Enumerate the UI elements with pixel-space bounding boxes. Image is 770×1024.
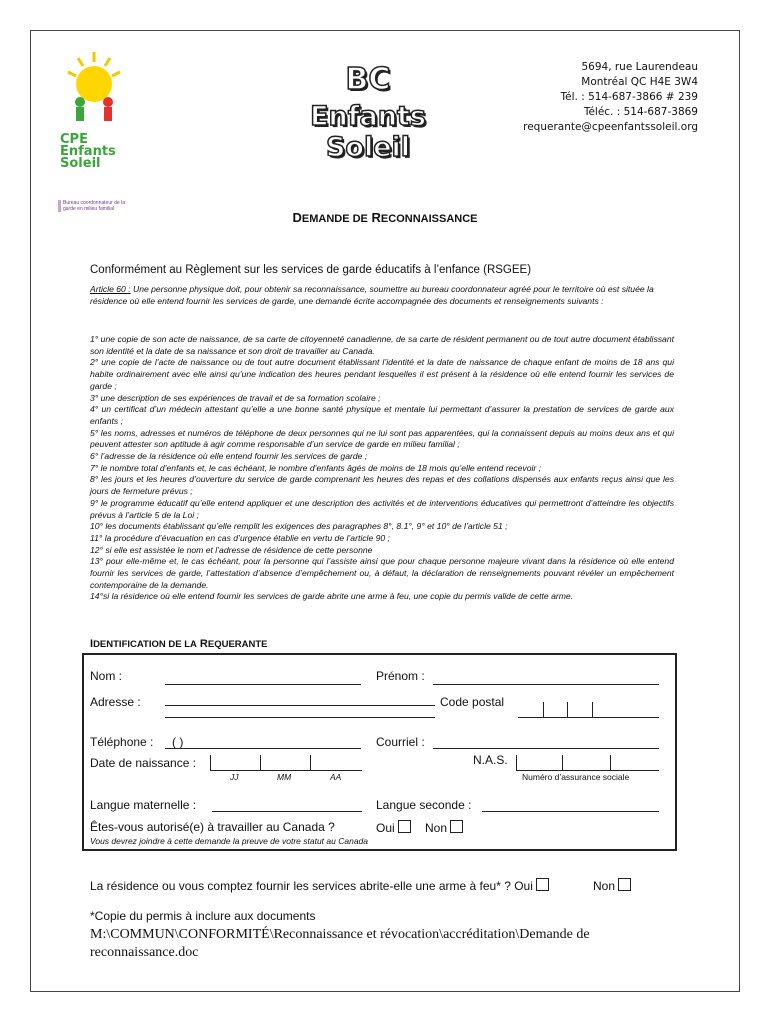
telephone-label: Téléphone :	[90, 735, 154, 749]
nom-field[interactable]	[165, 684, 361, 685]
permit-copy-note: *Copie du permis à inclure aux documents	[90, 909, 316, 923]
autorisation-non	[425, 820, 463, 835]
weapon-non	[593, 878, 631, 893]
code-postal-divider	[592, 702, 593, 717]
telephone-field[interactable]	[165, 748, 361, 749]
logo-line-2: Enfants	[60, 144, 116, 159]
title-initial-2: R	[371, 210, 381, 225]
section-rest-1: DENTIFICATION DE LA	[93, 639, 197, 650]
autorisation-oui	[376, 820, 411, 835]
title-rest-2: ECONNAISSANCE	[380, 213, 478, 225]
weapon-non-checkbox[interactable]	[618, 878, 631, 891]
date-divider	[210, 755, 211, 770]
weapon-question	[90, 878, 549, 893]
section-title-identification	[90, 638, 268, 650]
section-rest-2: EQUERANTE	[207, 639, 268, 650]
adresse-field[interactable]	[165, 705, 435, 706]
oui-label: Oui	[376, 821, 395, 835]
date-naissance-field[interactable]	[210, 770, 362, 771]
list-item: 11° la procédure d’évacuation en cas d’urgence établie en vertu de l’article 90 ;	[90, 532, 390, 543]
prenom-label: Prénom :	[376, 669, 425, 683]
address-fax: Téléc. : 514-687-3869	[583, 106, 698, 118]
date-naissance-label: Date de naissance :	[90, 756, 197, 770]
weapon-non-label: Non	[593, 879, 616, 893]
title-initial-1: D	[292, 210, 302, 225]
logo-line-3: Soleil	[60, 156, 101, 171]
sun-children-icon	[58, 50, 128, 140]
nas-divider	[610, 755, 611, 770]
address-city: Montréal QC H4E 3W4	[581, 76, 698, 88]
list-item: 6° l’adresse de la résidence où elle entend fournir les services de garde ;	[90, 451, 368, 462]
list-item: 3° une description de ses expériences de travail et de sa formation scolaire ;	[90, 392, 381, 403]
list-item: 4° un certificat d’un médecin attestant qu’elle a une bonne santé physique et mentale lui permettant d’assurer la prestation de services de garde aux enfants ;	[90, 404, 674, 426]
langue-seconde-label: Langue seconde :	[376, 798, 472, 812]
list-item: 9° le programme éducatif qu’elle entend appliquer et une description des activités et de interventions éducatives qui permettront d’atteindre les objectifs prévus à l’article 5 de la Loi ;	[90, 497, 674, 520]
article-60	[90, 284, 674, 307]
list-item: 7° le nombre total d’enfants et, le cas échéant, le nombre d’enfants âgés de moins de 18 mois qu’elle entend recevoir ;	[90, 462, 542, 473]
oui-checkbox[interactable]	[398, 820, 411, 833]
code-postal-label: Code postal	[440, 695, 505, 709]
courriel-label: Courriel :	[376, 735, 425, 749]
address-email: requerante@cpeenfantssoleil.org	[523, 121, 698, 133]
date-day-caption: JJ	[230, 772, 239, 782]
address-phone: Tél. : 514-687-3866 # 239	[560, 91, 698, 103]
requirements-list	[90, 334, 674, 603]
article-label: Article 60 :	[90, 284, 131, 294]
code-postal-divider	[567, 702, 568, 717]
logo-line-1: CPE	[60, 132, 88, 147]
nas-divider	[562, 755, 563, 770]
weapon-oui-checkbox[interactable]	[536, 878, 549, 891]
nas-label: N.A.S.	[473, 753, 508, 767]
nas-caption: Numéro d’assurance sociale	[522, 772, 630, 782]
logo-wordmark	[60, 134, 116, 170]
brand-bc: BC	[345, 62, 391, 97]
langue-maternelle-field[interactable]	[212, 811, 362, 812]
langue-maternelle-label: Langue maternelle :	[90, 798, 197, 812]
list-item: 5° les noms, adresses et numéros de téléphone de deux personnes qui ne lui sont pas apparentées, qui la connaissent depuis au moins deux ans et qui peuvent attester son aptitude à agir comme responsable d’un service de garde en milieu familial ;	[90, 427, 674, 450]
telephone-area-code: ( )	[172, 735, 184, 749]
list-item: 13° pour elle-même et, le cas échéant, pour la personne qui l’assiste ainsi que pour chaque personne majeure vivant dans la résidence où elle entend fournir les services de garde, l’attestation d’absence d’empêchement ou, à défaut, la déclaration de renseignements pouvant révéler un empêchement contemporaine de la demande.	[90, 556, 674, 590]
langue-seconde-field[interactable]	[482, 811, 659, 812]
adresse-field-line-2[interactable]	[165, 717, 435, 718]
title-rest-1: EMANDE DE	[301, 213, 368, 225]
cpe-logo	[58, 50, 128, 212]
weapon-question-text: La résidence ou vous comptez fournir les services abrite-elle une arme à feu* ? Oui	[90, 879, 533, 893]
brand-name: Enfants Soleil	[310, 101, 426, 163]
date-divider	[260, 755, 261, 770]
date-divider	[310, 755, 311, 770]
nas-divider	[516, 755, 517, 770]
list-item: 8° les jours et les heures d’ouverture du service de garde comprenant les heures des repas et des collations dispensés aux enfants reçus ainsi que les jours de fermeture prévus ;	[90, 474, 674, 497]
prenom-field[interactable]	[433, 684, 659, 685]
date-month-caption: MM	[277, 772, 292, 782]
list-item: 14°si la résidence où elle entend fournir les services de garde abrite une arme à feu, une copie du permis valide de cette arme.	[90, 591, 574, 602]
section-initial-1: I	[90, 638, 94, 650]
autorisation-question: Êtes-vous autorisé(e) à travailler au Canada ?	[90, 820, 335, 834]
list-item: 2° une copie de l’acte de naissance ou de tout autre document établissant l’identité et la date de naissance de chaque enfant de moins de 18 ans qui habite ordinairement avec elle ainsi qu’une indication des heures pendant lesquelles il est présent à la résidence où elle entend fournir les services de garde ;	[90, 357, 674, 391]
document-title	[0, 210, 770, 225]
code-postal-field[interactable]	[518, 717, 659, 718]
nas-field[interactable]	[516, 770, 659, 771]
list-item: 1° une copie de son acte de naissance, de sa carte de citoyenneté canadienne, de sa carte de résident permanent ou de tout autre document établissant son identité et la date de sa naissance et son droit de travailler au Canada.	[90, 334, 674, 356]
organization-address	[523, 60, 698, 135]
adresse-label: Adresse :	[90, 695, 141, 709]
nom-label: Nom :	[90, 669, 123, 683]
logo-tagline: Bureau coordonnateur de la garde en milieu familial	[58, 200, 131, 212]
regulation-reference: Conformément au Règlement sur les services de garde éducatifs à l’enfance (RSGEE)	[90, 264, 532, 276]
date-year-caption: AA	[330, 772, 342, 782]
status-proof-note: Vous devrez joindre à cette demande la preuve de votre statut au Canada	[90, 836, 369, 846]
list-item: 10° les documents établissant qu’elle remplit les exigences des paragraphes 8°, 8.1°, 9° et 10° de l’article 51 ;	[90, 521, 508, 532]
non-checkbox[interactable]	[450, 820, 463, 833]
courriel-field[interactable]	[433, 748, 659, 749]
address-street: 5694, rue Laurendeau	[581, 61, 698, 73]
list-item: 12° si elle est assistée le nom et l’adresse de résidence de cette personne	[90, 544, 373, 555]
file-path: M:\COMMUN\CONFORMITÉ\Reconnaissance et révocation\accréditation\Demande de reconnaissance.doc	[90, 927, 590, 960]
non-label: Non	[425, 821, 448, 835]
section-initial-2: R	[199, 638, 208, 650]
code-postal-divider	[543, 702, 544, 717]
article-text: Une personne physique doit, pour obtenir sa reconnaissance, soumettre au bureau coordonnateur agréé pour le territoire où est située la résidence où elle entend fournir les services de garde, une demande écrite accompagnée des documents et renseignements suivants :	[90, 284, 654, 306]
